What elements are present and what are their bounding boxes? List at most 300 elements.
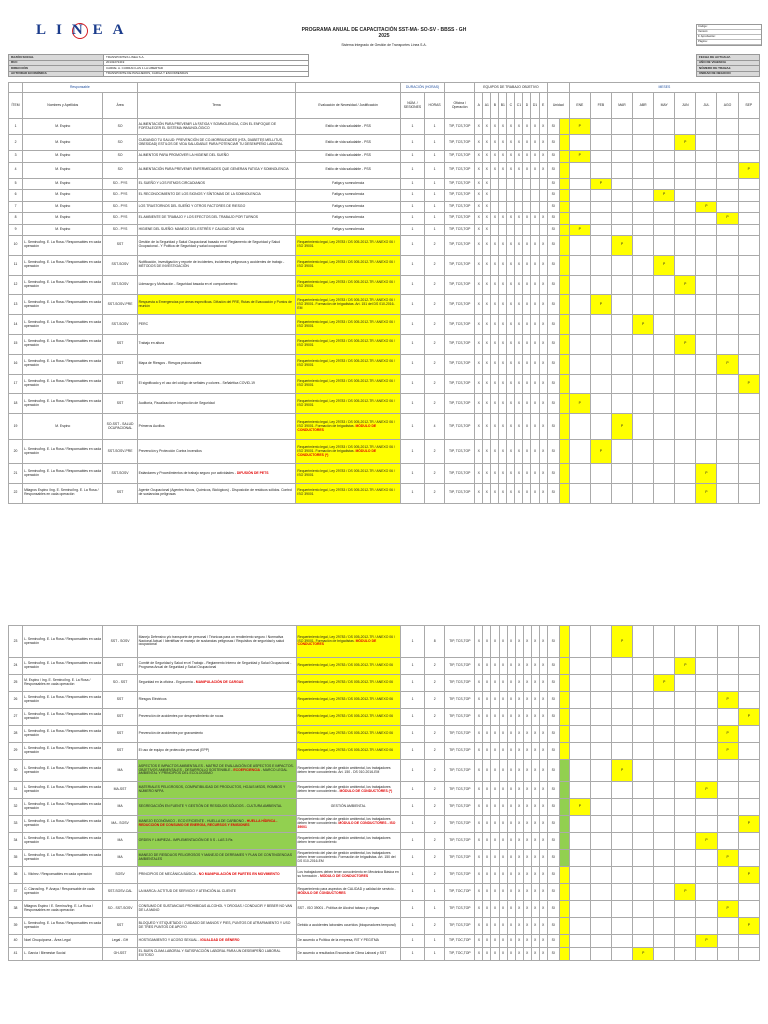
oficina-cell: TIP, TOC,TOP [445, 935, 475, 948]
evaluacion-cell: Fatiga y somnolencia [296, 201, 401, 213]
table-row [9, 760, 760, 782]
tema-cell: EL AMBIENTE DE TRABAJO Y LOS EFECTOS DEL TRABAJO POR TURNOS [137, 213, 296, 225]
area-cell: SST [103, 236, 137, 256]
unidad-flag [559, 414, 569, 440]
unidad-flag [559, 213, 569, 225]
tema-cell: Respuesta a Emergencias por áreas específicas. Difusión del PRE, Rutas de Evacuación y Puntos de reunión [137, 295, 296, 315]
unidad-cell: SI [547, 414, 559, 440]
equipo-mark: X [507, 743, 515, 760]
table-row [9, 483, 760, 503]
info-label: ACTIVIDAD ECONÓMICA [9, 71, 104, 77]
equipo-mark: X [539, 374, 547, 394]
header-month: AGO [717, 93, 738, 119]
evaluacion-cell: Requerimiento legal, Ley 29783 / DS 005-2012-TR / ANEXO 06 [296, 692, 401, 709]
month-cell [590, 119, 611, 135]
area-cell: SO - PYS [103, 178, 137, 190]
unidad-flag [559, 816, 569, 833]
equipo-mark [515, 201, 523, 213]
month-cell [717, 816, 738, 833]
month-planned-mark: P [696, 464, 717, 484]
tema-cell: BLOQUEO Y ETIQUETADO / CUIDADO DE MANOS Y PIES, PUNTOS DE ATRAPAMIENTO Y USO DE TRES PUNTOS DE APOYO [137, 918, 296, 935]
evaluacion-cell: Requerimiento legal, Ley 29783 / DS 005-2012-TR / ANEXO 06 / ISO 39001. Formación de brigadistas. MÓDULO DE CONDUCTORES (*) [296, 440, 401, 464]
equipo-mark: X [531, 483, 539, 503]
equipo-mark: X [499, 884, 507, 901]
unidad-flag [559, 850, 569, 867]
tema-cell: EL RECONOCIMIENTO DE LOS SIGNOS Y SÍNTOMAS DE LA SOMNOLENCIA [137, 190, 296, 202]
responsable-name: L. Semino/Ing. E. La Rosa / Responsables en cada operación [23, 626, 103, 658]
equipo-mark: X [507, 850, 515, 867]
month-cell [738, 224, 759, 236]
equipo-mark: X [531, 760, 539, 782]
table-row [9, 816, 760, 833]
month-planned-mark: P [696, 782, 717, 799]
equipo-mark: X [531, 334, 539, 354]
month-cell [654, 201, 675, 213]
equipo-mark [531, 190, 539, 202]
month-planned-mark: P [633, 315, 654, 335]
equipo-mark: X [483, 201, 491, 213]
equipo-mark: X [491, 394, 499, 414]
month-cell [738, 850, 759, 867]
sesiones-cell: 1 [400, 295, 424, 315]
header-equipo-col: B1 [499, 93, 507, 119]
month-cell [738, 315, 759, 335]
unidad-flag [559, 884, 569, 901]
evaluacion-cell: Requerimiento legal, Ley 29783 / DS 005-2012-TR / ANEXO 06 [296, 675, 401, 692]
month-cell [569, 726, 590, 743]
month-cell [654, 295, 675, 315]
month-cell [569, 833, 590, 850]
equipo-mark: X [475, 726, 483, 743]
equipo-mark: X [491, 760, 499, 782]
month-cell [612, 782, 633, 799]
table-row [9, 224, 760, 236]
area-cell: SST [103, 354, 137, 374]
equipo-mark: X [531, 833, 539, 850]
equipo-mark: X [531, 255, 539, 275]
equipo-mark: X [491, 275, 499, 295]
item-number: 37 [9, 884, 23, 901]
oficina-cell: TIP, TCS,TOP [445, 275, 475, 295]
month-cell [590, 414, 611, 440]
month-cell [738, 760, 759, 782]
equipo-mark [491, 190, 499, 202]
evaluacion-cell: Requerimiento legal, Ley 29783 / DS 005-2012-TR / ANEXO 06 / ISO 39001 [296, 354, 401, 374]
month-cell [654, 833, 675, 850]
horas-cell: 2 [425, 275, 445, 295]
equipo-mark: X [515, 675, 523, 692]
equipo-mark: X [491, 334, 499, 354]
month-cell [633, 414, 654, 440]
month-cell [590, 236, 611, 256]
month-planned-mark: P [675, 884, 696, 901]
equipo-mark: X [539, 236, 547, 256]
month-cell [612, 850, 633, 867]
month-cell [569, 692, 590, 709]
month-cell [612, 816, 633, 833]
month-cell [633, 178, 654, 190]
month-cell [696, 354, 717, 374]
equipo-mark: X [523, 760, 531, 782]
month-cell [696, 236, 717, 256]
equipo-mark: X [507, 833, 515, 850]
month-cell [654, 464, 675, 484]
item-number: 24 [9, 658, 23, 675]
month-cell [717, 709, 738, 726]
item-number: 29 [9, 743, 23, 760]
month-cell [612, 743, 633, 760]
header-blank [137, 83, 296, 93]
equipo-mark: X [539, 658, 547, 675]
equipo-mark: X [531, 782, 539, 799]
responsable-name: L. Semino/Ing. E. La Rosa / Responsables en cada operación [23, 394, 103, 414]
item-number: 15 [9, 334, 23, 354]
equipo-mark: X [499, 901, 507, 918]
month-cell [738, 901, 759, 918]
header-month: MAY [654, 93, 675, 119]
unidad-cell: SI [547, 295, 559, 315]
item-number: 41 [9, 948, 23, 961]
equipo-mark: X [491, 867, 499, 884]
month-cell [633, 119, 654, 135]
horas-cell: 2 [425, 709, 445, 726]
unidad-cell: SI [547, 799, 559, 816]
table-row [9, 850, 760, 867]
responsable-name: L. Semino/Ing. E. La Rosa / Responsables en cada operación [23, 782, 103, 799]
month-cell [696, 658, 717, 675]
month-cell [654, 394, 675, 414]
header-equipos: EQUIPOS DE TRABAJO OBJETIVO [475, 83, 547, 93]
tema-cell: Auditoría, Fiscalización e Inspección de Seguridad [137, 394, 296, 414]
month-cell [569, 743, 590, 760]
month-cell [633, 334, 654, 354]
equipo-mark: X [531, 440, 539, 464]
month-planned-mark: P [717, 901, 738, 918]
sesiones-cell: 1 [400, 464, 424, 484]
month-cell [696, 213, 717, 225]
equipo-mark: X [507, 483, 515, 503]
responsable-name: L. Semino/Ing. E. La Rosa / Responsables en cada operación [23, 295, 103, 315]
month-cell [633, 675, 654, 692]
equipo-mark [515, 178, 523, 190]
item-number: 17 [9, 374, 23, 394]
equipo-mark: X [507, 374, 515, 394]
equipo-mark: X [483, 483, 491, 503]
month-cell [675, 162, 696, 178]
oficina-cell: TIP, TCS,TOP [445, 374, 475, 394]
item-number: 3 [9, 151, 23, 163]
unidad-cell: SI [547, 782, 559, 799]
equipo-mark: X [539, 213, 547, 225]
tema-cell: MANEJO DE RESIDUOS PELIGROSOS Y MANEJO DE DERRAMES Y PLAN DE CONTINGENCIAS AMBIENTALES [137, 850, 296, 867]
equipo-mark: X [499, 918, 507, 935]
month-cell [590, 151, 611, 163]
month-cell [611, 178, 632, 190]
equipo-mark: X [475, 213, 483, 225]
horas-cell: 2 [425, 236, 445, 256]
month-cell [654, 658, 675, 675]
evaluacion-cell: Requerimiento legal, Ley 29783 / DS 005-2012-TR / ANEXO 06 / ISO 39001 [296, 483, 401, 503]
document-title: PROGRAMA ANUAL DE CAPACITACIÓN SST-MA- SO-SV - BBSS - GH [301, 27, 467, 33]
month-cell [717, 334, 738, 354]
month-cell [611, 394, 632, 414]
month-cell [654, 162, 675, 178]
month-cell [633, 464, 654, 484]
evaluacion-cell: Requerimiento legal, Ley 29783 / DS 005-2012-TR / ANEXO 06 / ISO 39001 [296, 394, 401, 414]
month-cell [633, 394, 654, 414]
horas-cell: 1 [425, 213, 445, 225]
table-row [9, 354, 760, 374]
month-cell [654, 901, 675, 918]
equipo-mark: X [483, 935, 491, 948]
unidad-cell: SI [547, 464, 559, 484]
month-cell [590, 334, 611, 354]
month-cell [590, 162, 611, 178]
month-cell [590, 464, 611, 484]
table-row [9, 190, 760, 202]
tema-cell: ALIMENTOS PARA PROMOVER LA HIGIENE DEL SUEÑO [137, 151, 296, 163]
responsable-name: Milagros Espino /Ing. E. Semino/Ing. E. La Rosa / Responsables en cada operación [23, 483, 103, 503]
month-cell [590, 867, 611, 884]
info-value: TRANSPORTE DE PASAJEROS, CARGA Y ENCOMIENDAS [104, 71, 309, 77]
unidad-flag [559, 658, 569, 675]
month-cell [611, 201, 632, 213]
month-cell [569, 354, 590, 374]
month-cell [717, 884, 738, 901]
sesiones-cell: 1 [400, 315, 424, 335]
area-cell: SST [103, 394, 137, 414]
horas-cell: 1 [425, 224, 445, 236]
unidad-cell: SI [547, 483, 559, 503]
tema-cell: Agente Ocupacional (Agentes físicos, Químicos, Biológicos) - Disposición de residuos sólidos. Control de sustancias peligrosas [137, 483, 296, 503]
equipo-mark: X [483, 901, 491, 918]
unidad-cell: SI [547, 440, 559, 464]
month-cell [696, 816, 717, 833]
equipo-mark: X [491, 315, 499, 335]
area-cell: SST-SOSV-PRE [103, 295, 137, 315]
equipo-mark: X [507, 626, 515, 658]
equipo-mark: X [475, 135, 483, 151]
month-planned-mark: P [717, 850, 738, 867]
equipo-mark: X [523, 464, 531, 484]
month-planned-mark: P [738, 867, 759, 884]
month-cell [612, 867, 633, 884]
equipo-mark: X [531, 709, 539, 726]
equipo-mark: X [475, 414, 483, 440]
month-cell [590, 315, 611, 335]
equipo-mark: X [523, 918, 531, 935]
unidad-flag [559, 315, 569, 335]
oficina-cell: TIP, TCS,TOP [445, 726, 475, 743]
equipo-mark: X [483, 692, 491, 709]
equipo-mark: X [507, 709, 515, 726]
table-row [9, 918, 760, 935]
month-cell [633, 295, 654, 315]
month-cell [654, 760, 675, 782]
equipo-mark: X [507, 935, 515, 948]
equipo-mark: X [483, 236, 491, 256]
oficina-cell: TIP, TCS,TOP [445, 833, 475, 850]
area-cell: SO - PYS [103, 201, 137, 213]
equipo-mark: X [523, 692, 531, 709]
month-cell [654, 626, 675, 658]
month-cell [654, 850, 675, 867]
month-cell [654, 867, 675, 884]
table-row [9, 334, 760, 354]
equipo-mark: X [539, 743, 547, 760]
sesiones-cell: 1 [400, 374, 424, 394]
unidad-flag [559, 295, 569, 315]
equipo-mark: X [475, 394, 483, 414]
equipo-mark: X [523, 867, 531, 884]
equipo-mark: X [475, 816, 483, 833]
tema-cell: Riesgos Eléctricos [137, 692, 296, 709]
unidad-flag [559, 255, 569, 275]
month-cell [675, 948, 696, 961]
month-cell [675, 464, 696, 484]
month-cell [675, 374, 696, 394]
oficina-cell: TIP, TOC,TOP [445, 948, 475, 961]
horas-cell: 2 [425, 867, 445, 884]
equipo-mark: X [539, 884, 547, 901]
equipo-mark: X [507, 236, 515, 256]
tema-cell: ALIMENTACIÓN PARA PREVENIR LA FATIGA Y SOMNOLENCIA, CON EL ENFOQUE DE FORTALECER EL SISTEMA INMUNOLÓGICO [137, 119, 296, 135]
sesiones-cell: 1 [400, 414, 424, 440]
responsable-name: M. Espino [23, 178, 103, 190]
equipo-mark: X [475, 935, 483, 948]
info-value: CARRE. A. CURRAN LAS 1 LA LIBERTAD [104, 66, 309, 72]
month-cell [717, 658, 738, 675]
month-cell [569, 201, 590, 213]
area-cell: SST-SOSV [103, 315, 137, 335]
unidad-flag [559, 151, 569, 163]
equipo-mark [531, 201, 539, 213]
month-planned-mark: P [717, 692, 738, 709]
oficina-cell: TIP, TCS,TOP [445, 354, 475, 374]
month-cell [633, 833, 654, 850]
unidad-cell: SI [547, 948, 559, 961]
equipo-mark: X [507, 295, 515, 315]
equipo-mark: X [475, 334, 483, 354]
sesiones-cell: 1 [401, 816, 425, 833]
equipo-mark: X [491, 295, 499, 315]
month-planned-mark: P [633, 948, 654, 961]
table-row [9, 201, 760, 213]
table-row [9, 726, 760, 743]
table-row [9, 675, 760, 692]
equipo-mark: X [491, 816, 499, 833]
month-cell [590, 675, 611, 692]
unidad-flag [559, 948, 569, 961]
month-cell [569, 948, 590, 961]
equipo-mark: X [483, 884, 491, 901]
month-cell [654, 782, 675, 799]
equipo-mark: X [515, 935, 523, 948]
evaluacion-cell: Requerimiento legal, Ley 29783 / DS 005-2012-TR / ANEXO 06 / ISO 39001 [296, 334, 401, 354]
equipo-mark: X [491, 782, 499, 799]
month-cell [611, 162, 632, 178]
horas-cell: 4 [425, 414, 445, 440]
unidad-flag [559, 178, 569, 190]
equipo-mark: X [515, 440, 523, 464]
month-cell [633, 201, 654, 213]
equipo-mark: X [515, 464, 523, 484]
item-number: 40 [9, 935, 23, 948]
equipo-mark: X [531, 743, 539, 760]
equipo-mark: X [483, 782, 491, 799]
unidad-cell: SI [547, 255, 559, 275]
month-cell [633, 692, 654, 709]
equipo-mark: X [523, 374, 531, 394]
oficina-cell: TIP, TCS,TOP [445, 414, 475, 440]
table-row [9, 162, 760, 178]
item-number: 9 [9, 224, 23, 236]
month-cell [654, 275, 675, 295]
equipo-mark: X [475, 760, 483, 782]
month-cell [675, 782, 696, 799]
equipo-mark: X [483, 726, 491, 743]
equipo-mark: X [499, 626, 507, 658]
month-cell [738, 295, 759, 315]
sesiones-cell: 1 [400, 190, 424, 202]
header-unidad: Unidad [547, 93, 569, 119]
plan-info-label: NÚMERO DE TRABAJ. [697, 66, 760, 72]
month-cell [633, 726, 654, 743]
tema-cell: El significado y el uso del código de señales y colores - Señalética COVID-19 [137, 374, 296, 394]
equipo-mark: X [499, 119, 507, 135]
month-planned-mark: P [590, 178, 611, 190]
header-area: Área [103, 93, 137, 119]
equipo-mark: X [539, 394, 547, 414]
equipo-mark: X [507, 464, 515, 484]
horas-cell: 2 [425, 918, 445, 935]
horas-cell: 2 [425, 760, 445, 782]
area-cell: SO - PYS [103, 213, 137, 225]
equipo-mark: X [531, 275, 539, 295]
month-cell [611, 151, 632, 163]
equipo-mark: X [539, 709, 547, 726]
sesiones-cell: 1 [400, 135, 424, 151]
responsable-name: L. García / Bienestar Social [23, 948, 103, 961]
equipo-mark: X [499, 782, 507, 799]
evaluacion-cell: Requerimiento legal, Ley 29783 / DS 005-2012-TR / ANEXO 06 / ISO 39001 [296, 275, 401, 295]
month-cell [569, 760, 590, 782]
oficina-cell: TIP, TCS,TOP [445, 201, 475, 213]
table-row [9, 743, 760, 760]
equipo-mark: X [475, 162, 483, 178]
responsable-name: L. Semino/Ing. E. La Rosa / Responsables en cada operación [23, 833, 103, 850]
evaluacion-cell: Requerimiento legal, Ley 29783 / DS 005-2012-TR / ANEXO 06 / ISO 39001 [296, 236, 401, 256]
item-number: 4 [9, 162, 23, 178]
month-cell [633, 151, 654, 163]
horas-cell: 2 [425, 782, 445, 799]
equipo-mark: X [475, 201, 483, 213]
equipo-mark: X [523, 743, 531, 760]
equipo-mark: X [475, 354, 483, 374]
equipo-mark: X [491, 119, 499, 135]
month-cell [569, 255, 590, 275]
horas-cell: 1 [425, 119, 445, 135]
sesiones-cell: 1 [401, 782, 425, 799]
equipo-mark: X [515, 213, 523, 225]
equipo-mark: X [483, 658, 491, 675]
month-cell [738, 414, 759, 440]
month-cell [569, 483, 590, 503]
header-nombres: Nombres y Apellidos [23, 93, 103, 119]
table-row [9, 464, 760, 484]
item-number: 21 [9, 464, 23, 484]
horas-cell: 1 [425, 178, 445, 190]
